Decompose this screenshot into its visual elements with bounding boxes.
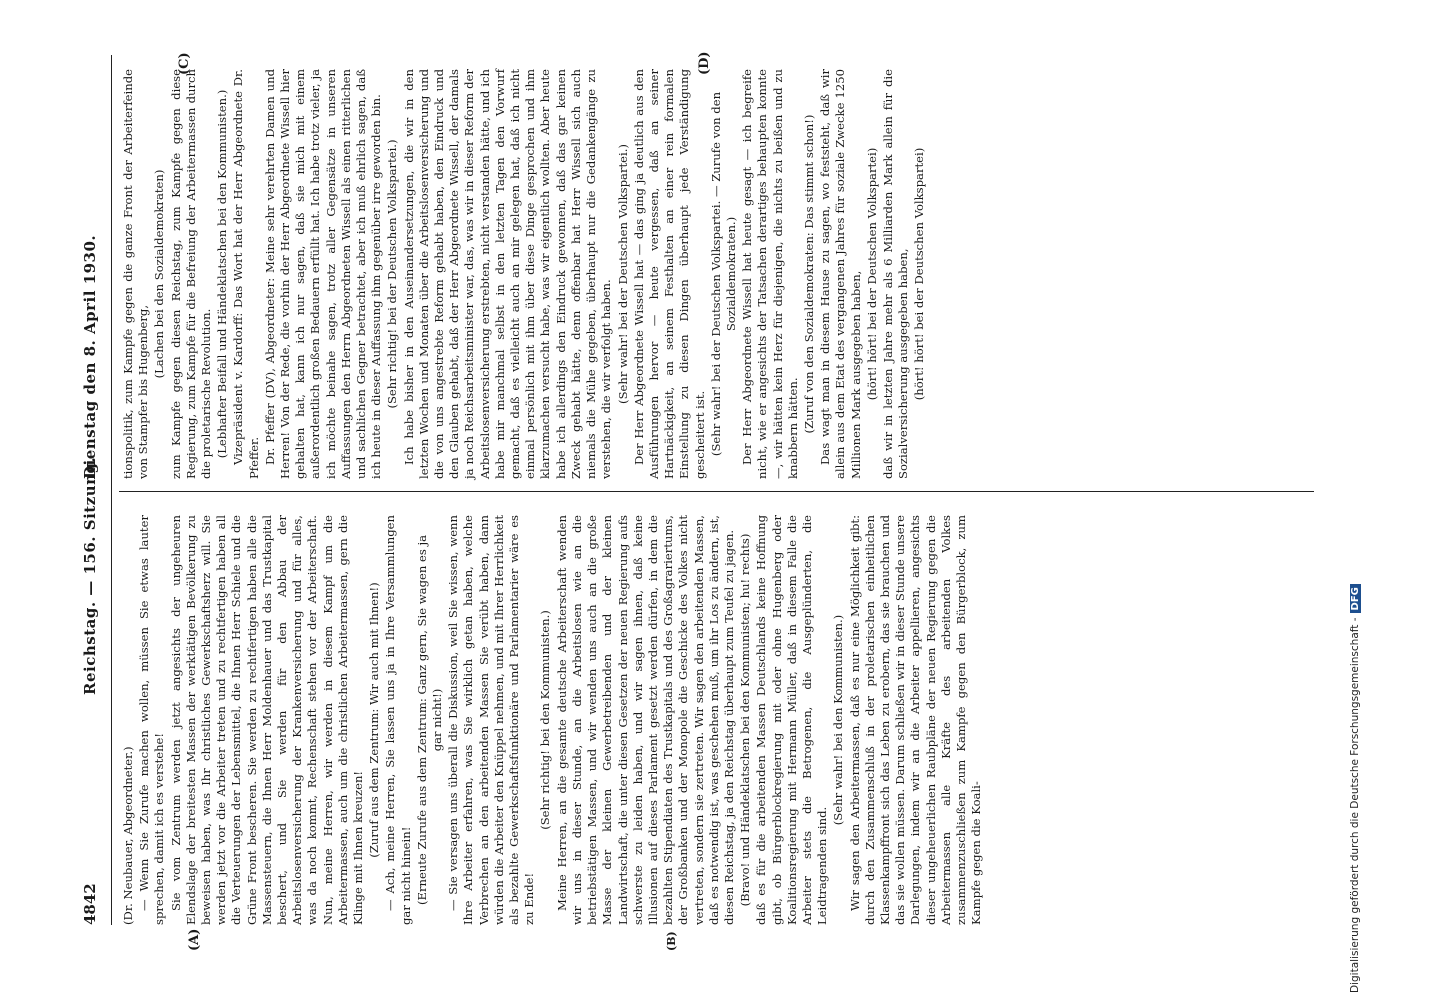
paragraph: Wir sagen den Arbeitermassen, daß es nur eine Möglichkeit gibt: durch den Zusammenschluß in der proletarischen einheitlichen Klassenkampffront sich das Leben zu erobern, das sie brauchen und das sie wollen müssen. Darum schließen wir in dieser Stunde unsere Darlegungen, indem wir an die Arbeiter appellieren, angesichts dieser ungeheuerlichen Raubpläne der neuen Regierung gegen die Arbeitermassen alle Kräfte des arbeitenden Volkes zusammenzuschließen zum Kampfe gegen den Bürgerblock, zum Kampfe gegen die Koali- xyxy=(847,515,984,925)
paragraph: daß wir in letzten Jahre mehr als 6 Milliarden Mark allein für die Sozialversicherung ausgegeben haben, xyxy=(880,69,911,479)
interjection: (Lachen bei den Sozialdemokraten) xyxy=(152,169,167,379)
margin-mark-a: (A) xyxy=(187,928,202,951)
margin-mark-c: (C) xyxy=(177,52,192,75)
interjection: (Sehr richtig! bei der Deutschen Volkspartei.) xyxy=(385,139,400,409)
paragraph: — Sie versagen uns überall die Diskussion, weil Sie wissen, wenn Ihre Arbeiter erfahren, was Sie wirklich getan haben, welche Verbrechen an den arbeitenden Massen Sie verübt haben, dann würden die Arbeiter den Knüppel nehmen, und mit Ihrer Herrlichkeit als bezahlte Gewerkschaftsfunktionäre und Parlamentarier wäre es zu Ende! xyxy=(446,515,537,925)
session-date: Dienstag den 8. April 1930. xyxy=(81,234,99,479)
interjection: (Zuruf aus dem Zentrum: Wir auch mit Ihnen!) xyxy=(367,582,382,858)
paragraph: Das wagt man in diesem Hause zu sagen, wo feststeht, daß wir allein aus dem Etat des vergangenen Jahres für soziale Zwecke 1250 Millionen Mark ausgegeben haben, xyxy=(818,69,863,479)
paragraph: Ich habe bisher in den Auseinandersetzungen, die wir in den letzten Wochen und Monaten über die Arbeitslosenversicherung und die von uns angestrebte Reform gehabt haben, den Eindruck und den Glauben gehabt, daß der Herr Abgeordnete Wissell, der damals ja noch Reichsarbeitsminister war, das, was wir in dieser Reform der Arbeitslosenversicherung erstrebten, nicht verstanden hätte, und ich habe mir manchmal selbst in den letzten Tagen den Vorwurf gemacht, daß es vielleicht auch an mir gelegen hat, daß ich nicht einmal persönlich mit ihm über diese Dinge gesprochen und ihm klarzumachen versucht habe, was wir eigentlich wollten. Aber heute habe ich allerdings den Eindruck gewonnen, daß das gar keinen Zweck gehabt hätte, denn offenbar hat Herr Wissell sich auch niemals die Mühe gegeben, überhaupt nur die Gedankengänge zu verstehen, die wir verfolgt haben. xyxy=(401,69,614,479)
column-divider xyxy=(119,491,1314,492)
paragraph: daß es für die arbeitenden Massen Deutschlands keine Hoffnung gibt, ob Bürgerblockregierung mit oder ohne Hugenberg oder Koalitionsregierung mit Hermann Müller, daß in diesem Falle die Arbeiter stets die Betrogenen, die Ausgeplünderten, die Leidtragenden sind. xyxy=(754,515,830,925)
paragraph: — Ach, meine Herren, Sie lassen uns ja in Ihre Versammlungen gar nicht hinein! xyxy=(383,515,413,925)
speaker-line: (Dr. Neubauer, Abgeordneter.) xyxy=(121,746,135,925)
interjection: (Sehr wahr! bei der Deutschen Volkspartei. — Zurufe von den Sozialdemokraten.) xyxy=(708,91,738,457)
page-header xyxy=(75,55,109,925)
paragraph: Der Herr Abgeordnete Wissell hat heute gesagt — ich begreife nicht, wie er angesichts der Tatsachen derartiges behaupten konnte —, wir hätten kein Herz für diejenigen, die nichts zu beißen und zu knabbern hätten. xyxy=(740,69,800,479)
paragraph: Meine Herren, an die gesamte deutsche Arbeiterschaft wenden wir uns in dieser Stunde, an die Arbeitslosen wie an die betriebstätigen Massen, und wir wenden uns auch an die große Masse der kleinen Gewerbetreibenden und der kleinen Landwirtschaft, die unter diesen Gesetzen der neuen Regierung aufs schwerste zu leiden haben, und wir sagen ihnen, daß keine Illusionen auf dieses Parlament gesetzt werden dürfen, in dem die bezahlten Stipendiaten des Trustkapitals und des Großagrariertums, der Großbanken und der Monopole die Geschicke des Volkes nicht vertreten, sondern sie zertreten. Wir sagen den arbeitenden Massen, daß es notwendig ist, was geschehen muß, um ihr Los zu ändern, ist, diesen Reichstag, ja den Reichstag überhaupt zum Teufel zu jagen. xyxy=(554,515,736,925)
interjection: (Erneute Zurufe aus dem Zentrum: Ganz gern, Sie wagen es ja gar nicht!) xyxy=(414,534,445,906)
paragraph: — Wenn Sie Zurufe machen wollen, müssen Sie etwas lauter sprechen, damit ich es verstehe! xyxy=(137,515,167,925)
right-column xyxy=(121,69,929,479)
interjection: (Bravo! und Händeklatschen bei den Kommunisten; hu! rechts) xyxy=(738,533,753,907)
margin-mark-d: (D) xyxy=(697,51,712,75)
paragraph: Sie vom Zentrum werden jetzt angesichts der ungeheuren Elendslage der breitesten Massen der werktätigen Bevölkerung zu beweisen haben, was Ihr christliches Gewerkschaftsherz will. Sie werden jetzt vor die Arbeiter treten und zu rechtfertigen haben all die Verteuerungen der Lebensmittel, die Ihnen Herr Schiele und die Grüne Front bescheren. Sie werden zu rechtfertigen haben alle die Massensteuern, die Ihnen Herr Moldenhauer und das Trustkapital beschert, und Sie werden für den Abbau der Arbeitslosenversicherung der Krankenversicherung und für alles, was da noch kommt, Rechenschaft stehen vor der Arbeiterschaft. Nun, meine Herren, wir werden in diesem Kampf um die Arbeitermassen, auch um die christlichen Arbeitermassen, gern die Klinge mit Ihnen kreuzen! xyxy=(168,515,366,925)
rotated-page xyxy=(75,51,1325,951)
digitization-attribution xyxy=(1349,584,1361,993)
session-title: Reichstag. — 156. Sitzung. xyxy=(81,456,99,695)
header-rule xyxy=(111,55,112,925)
interjection: (Lebhafter Beifall und Händeklatschen bei den Kommunisten.) xyxy=(215,89,230,459)
page-number: 4842 xyxy=(81,883,99,925)
interjection: (hört! hört! bei der Deutschen Volkspartei) xyxy=(864,147,879,401)
paragraph: Dr. Pfeffer (DV), Abgeordneter: Meine sehr verehrten Damen und Herren! Von der Rede, die vorhin der Herr Abgeordnete Wissell hier gehalten hat, kann ich nur sagen, daß sie mich mit einem außerordentlich großen Bedauern erfüllt hat. Ich habe trotz vieler, ja ich möchte beinahe sagen, trotz aller Gegensätze in unseren Auffassungen den Herrn Abgeordneten Wissell als einen ritterlichen und sachlichen Gegner betrachtet, aber ich muß ehrlich sagen, daß ich heute in dieser Auffassung ihm gegenüber irre geworden bin. xyxy=(262,69,384,479)
paragraph: tionspolitik, zum Kampfe gegen die ganze Front der Arbeiterfeinde von Stampfer bis Hugenberg, xyxy=(121,69,151,479)
attribution-text: Digitalisierung gefördert durch die Deutsche Forschungsgemeinschaft - xyxy=(1349,617,1361,993)
interjection: (Zuruf von den Sozialdemokraten: Das stimmt schon!) xyxy=(801,114,816,434)
left-column xyxy=(121,515,985,925)
president-remark: Vizepräsident v. Kardorff: Das Wort hat der Herr Abgeordnete Dr. Pfeffer. xyxy=(231,69,261,479)
dfg-logo: DFG xyxy=(1350,584,1361,613)
interjection: (Sehr richtig! bei den Kommunisten.) xyxy=(538,610,553,830)
paragraph: Der Herr Abgeordnete Wissell hat — das ging ja deutlich aus den Ausführungen hervor — heute vergessen, daß an seiner Hartnäckigkeit, an seinem Festhalten an einer rein formalen Einstellung zu diesen Dingen überhaupt jede Verständigung gescheitert ist. xyxy=(631,69,707,479)
interjection: (Sehr wahr! bei den Kommunisten.) xyxy=(831,614,846,826)
paragraph: zum Kampfe gegen diesen Reichstag, zum Kampfe gegen diese Regierung, zum Kampfe für die Befreiung der Arbeitermassen durch die proletarische Revolution. xyxy=(168,69,214,479)
interjection: (hört! hört! bei der Deutschen Volkspartei) xyxy=(912,147,927,401)
margin-mark-b: (B) xyxy=(665,931,678,951)
interjection: (Sehr wahr! bei der Deutschen Volkspartei.) xyxy=(615,144,630,404)
